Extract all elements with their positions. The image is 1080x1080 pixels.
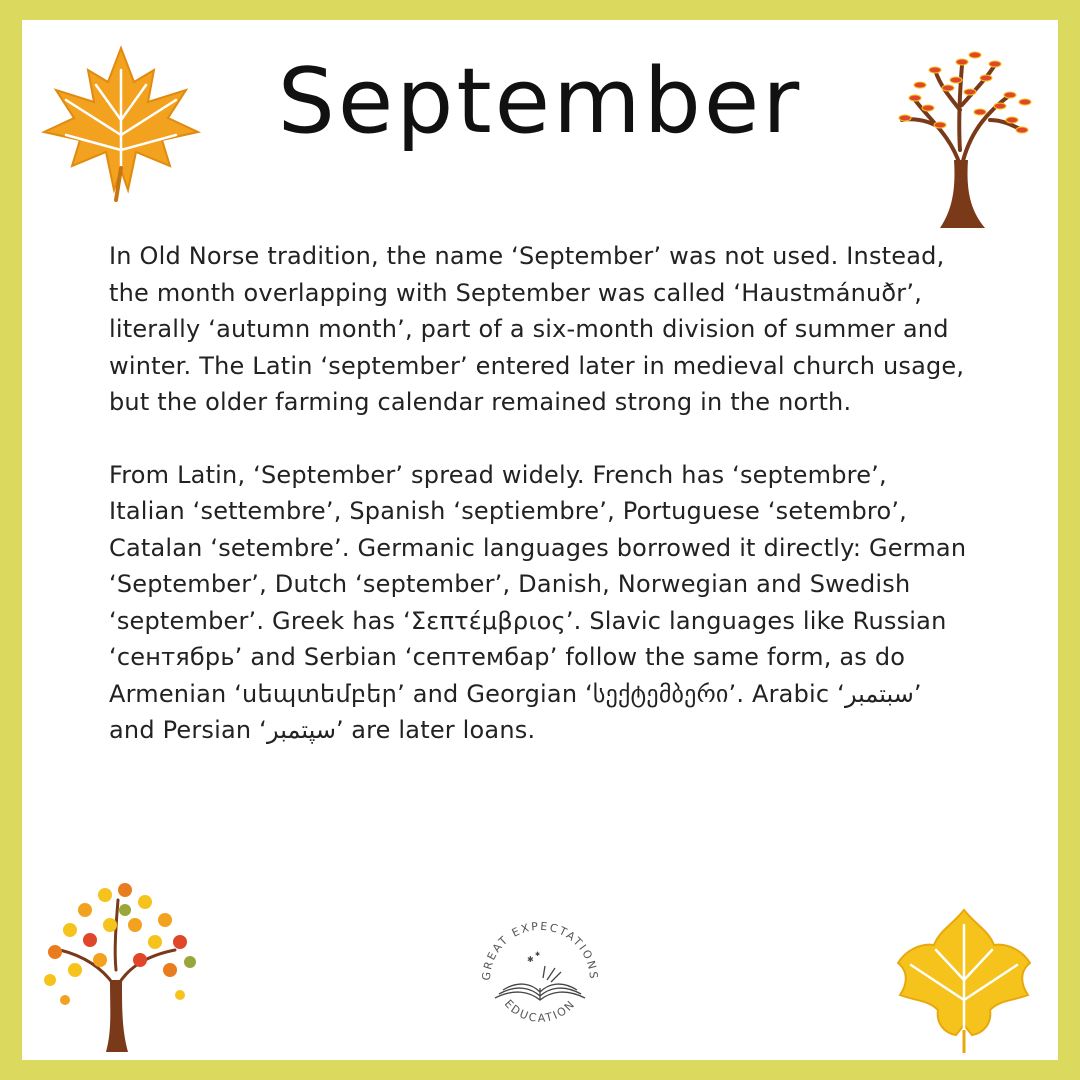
page-title: September [277, 49, 803, 154]
maple-leaf-icon [36, 40, 206, 205]
logo-bottom-text: EDUCATION [501, 997, 579, 1025]
paragraph-old-norse: In Old Norse tradition, the name ‘September’ was not used. Instead, the month overlapping with September was called ‘Haustmánuðr’, literally ‘autumn month’, part of a six-month division of summer and winter. The Latin ‘september’ entered later in medieval church usage, but the older farming calendar remained strong in the north. [109, 242, 965, 416]
yellow-leaf-icon [892, 905, 1037, 1055]
autumn-tree-icon [890, 40, 1035, 230]
open-book-icon [495, 966, 585, 1000]
logo-top-text: GREAT EXPECTATIONS [479, 919, 601, 982]
logo [475, 910, 605, 1040]
body-text [109, 238, 969, 785]
paragraph-languages: From Latin, ‘September’ spread widely. French has ‘septembre’, Italian ‘settembre’, Spanish ‘septiembre’, Portuguese ‘setembro’, Catalan ‘setembre’. Germanic languages borrowed it directly: German ‘September’, Dutch ‘september’, Danish, Norwegian and Swedish ‘september’. Greek has ‘Σεπτέμβριος’. Slavic languages like Russian ‘сентябрь’ and Serbian ‘септембар’ follow the same form, as do Armenian ‘սեպտեմբեր’ and Georgian ‘სექტემბერი’. Arabic ‘سبتمبر’ and Persian ‘سپتمبر’ are later loans. [109, 460, 967, 744]
svg-text:✱: ✱ [535, 951, 541, 958]
leafy-tree-icon [30, 870, 205, 1055]
svg-text:✱: ✱ [527, 955, 534, 964]
